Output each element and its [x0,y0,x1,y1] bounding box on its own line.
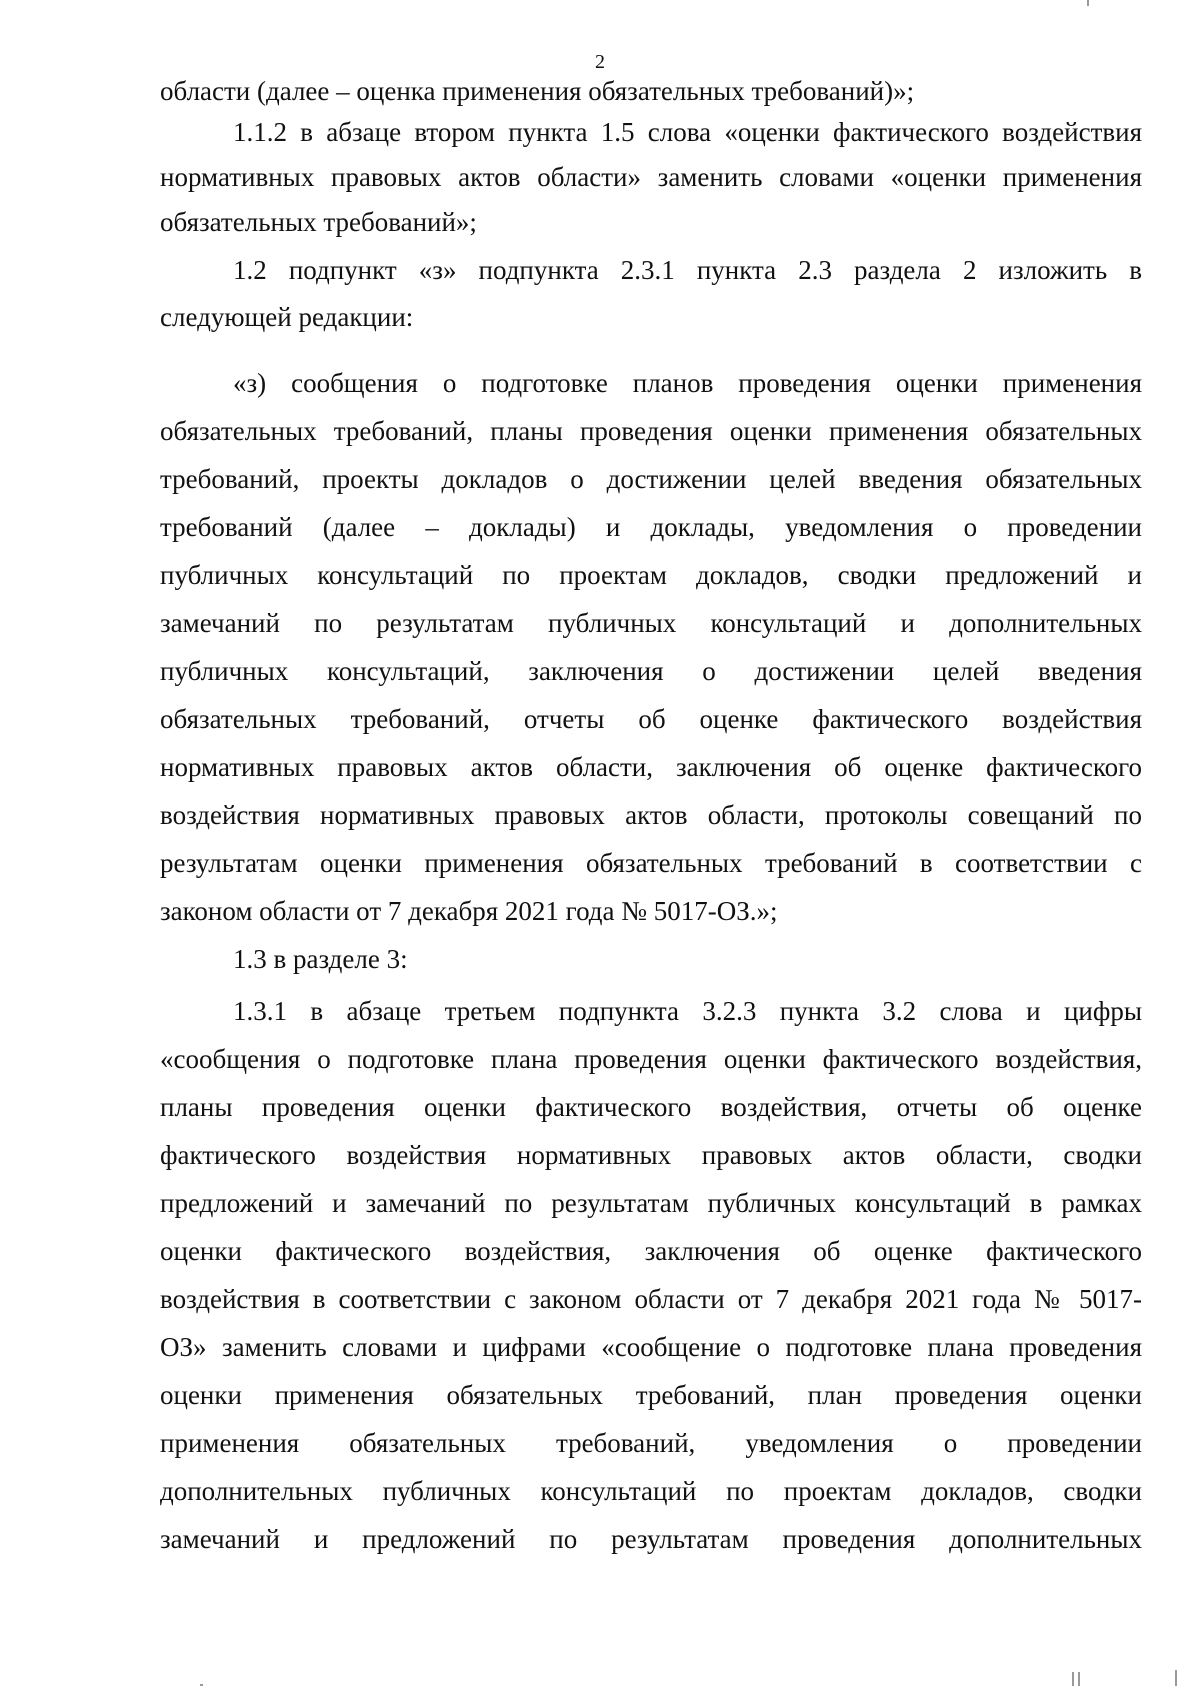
text-line: области (далее – оценка применения обязательных требований)»; [160,76,915,106]
text-line: 1.3.1 в абзаце третьем подпункта 3.2.3 пункта 3.2 слова и цифры [233,996,1142,1026]
text-line: оценки применения обязательных требований, план проведения оценки [160,1380,1142,1410]
text-line: фактического воздействия нормативных правовых актов области, сводки [160,1140,1142,1170]
scan-artifact [1072,1672,1074,1686]
text-line: оценки фактического воздействия, заключения об оценке фактического [160,1236,1142,1266]
text-line: планы проведения оценки фактического воздействия, отчеты об оценке [160,1092,1142,1122]
text-line: «сообщения о подготовке плана проведения оценки фактического воздействия, [160,1044,1142,1074]
text-line: 1.3 в разделе 3: [233,944,408,974]
text-line: следующей редакции: [160,302,414,332]
text-line: 1.2 подпункт «з» подпункта 2.3.1 пункта 2.3 раздела 2 изложить в [233,255,1142,285]
text-line: обязательных требований, планы проведения оценки применения обязательных [160,416,1142,446]
text-line: предложений и замечаний по результатам публичных консультаций в рамках [160,1188,1142,1218]
text-line: публичных консультаций по проектам докладов, сводки предложений и [160,560,1142,590]
scan-artifact [200,1684,203,1686]
scan-artifact [1087,0,1089,6]
text-line: результатам оценки применения обязательных требований в соответствии с [160,848,1142,878]
text-line: нормативных правовых актов области» заменить словами «оценки применения [160,162,1142,192]
text-line: применения обязательных требований, уведомления о проведении [160,1428,1142,1458]
text-line: нормативных правовых актов области, заключения об оценке фактического [160,752,1142,782]
text-line: воздействия в соответствии с законом области от 7 декабря 2021 года № 5017- [160,1284,1142,1314]
text-line: публичных консультаций, заключения о достижении целей введения [160,656,1142,686]
text-line: замечаний и предложений по результатам проведения дополнительных [160,1524,1142,1554]
text-line: обязательных требований, отчеты об оценке фактического воздействия [160,704,1142,734]
text-line: 1.1.2 в абзаце втором пункта 1.5 слова «оценки фактического воздействия [233,117,1142,147]
text-line: законом области от 7 декабря 2021 года № 5017-ОЗ.»; [160,896,778,926]
text-line: замечаний по результатам публичных консультаций и дополнительных [160,608,1142,638]
page-number: 2 [595,51,605,73]
text-line: «з) сообщения о подготовке планов проведения оценки применения [233,368,1142,398]
text-line: воздействия нормативных правовых актов области, протоколы совещаний по [160,800,1142,830]
scan-artifact [1175,1670,1177,1686]
text-line: ОЗ» заменить словами и цифрами «сообщение о подготовке плана проведения [160,1332,1142,1362]
text-line: дополнительных публичных консультаций по проектам докладов, сводки [160,1476,1142,1506]
text-line: требований, проекты докладов о достижении целей введения обязательных [160,464,1142,494]
scan-artifact [1078,1672,1080,1686]
text-line: обязательных требований»; [160,207,477,237]
text-line: требований (далее – доклады) и доклады, уведомления о проведении [160,512,1142,542]
